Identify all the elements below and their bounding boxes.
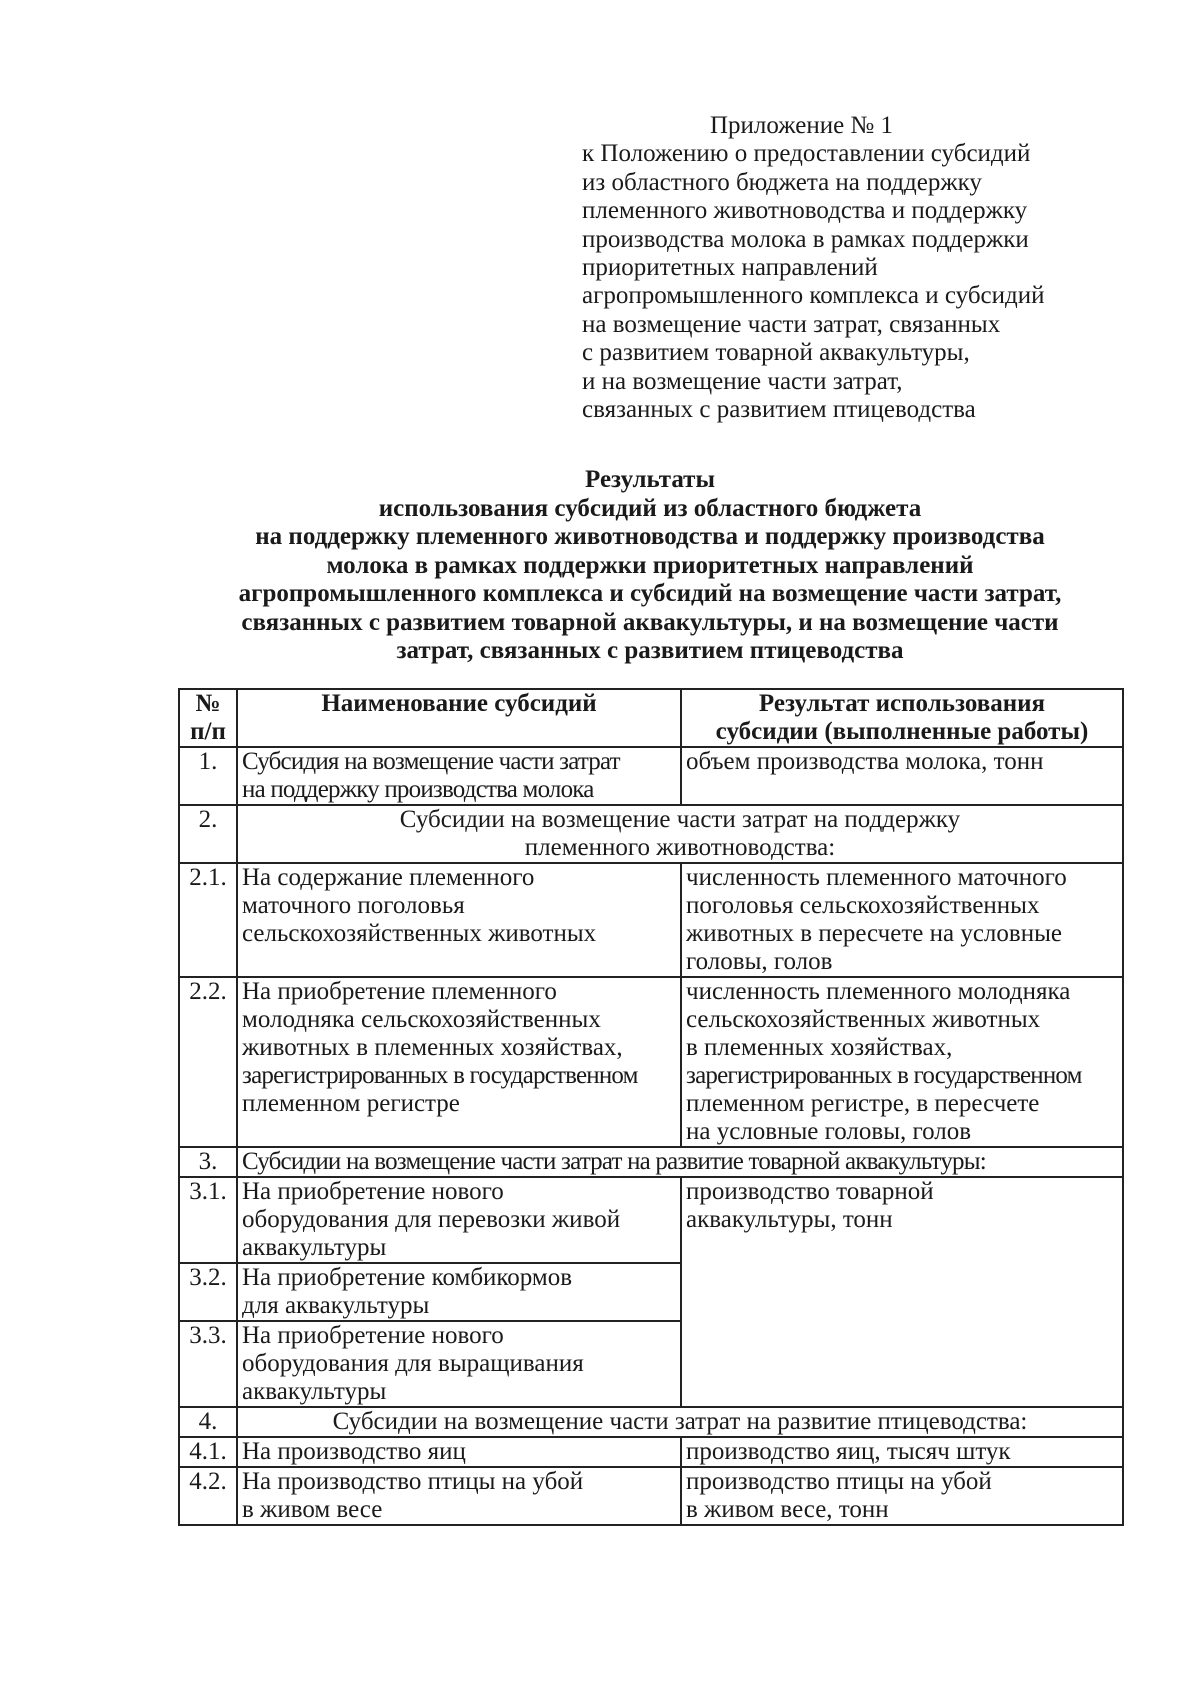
row-num: 4.1. <box>179 1437 237 1467</box>
row-result-line: производство товарной <box>686 1178 934 1205</box>
row-result-line: численность племенного маточного <box>686 864 1067 891</box>
row-num: 1. <box>179 747 237 805</box>
section-title-line: племенного животноводства: <box>524 834 836 861</box>
header-result-line: Результат использования <box>758 690 1046 717</box>
header-result <box>681 689 1123 747</box>
row-result <box>681 1177 1123 1407</box>
header-num-line: п/п <box>190 718 226 745</box>
row-num: 4. <box>179 1407 237 1437</box>
row-result-line: аквакультуры, тонн <box>686 1206 893 1233</box>
row-name-line: На производство яиц <box>242 1438 466 1465</box>
row-num: 3.3. <box>179 1321 237 1407</box>
row-name-line: племенном регистре <box>242 1090 460 1117</box>
appendix-line: и на возмещение части затрат, <box>582 367 903 395</box>
header-num <box>179 689 237 747</box>
appendix-line: племенного животноводства и поддержку <box>582 197 1028 225</box>
section-title-line: Субсидии на возмещение части затрат на развитие птицеводства: <box>332 1408 1028 1435</box>
heading-line: связанных с развитием товарной аквакультуры, и на возмещение части <box>241 608 1059 636</box>
row-result-line: в племенных хозяйствах, <box>686 1034 953 1061</box>
row-name <box>237 1321 681 1407</box>
row-num: 2.2. <box>179 977 237 1147</box>
row-result-line: в живом весе, тонн <box>686 1496 889 1523</box>
heading-line: агропромышленного комплекса и субсидий на возмещение части затрат, <box>238 580 1062 607</box>
heading-line: Результаты <box>585 466 715 493</box>
row-name-line: На приобретение племенного <box>242 978 557 1005</box>
heading-line: затрат, связанных с развитием птицеводства <box>396 637 904 664</box>
heading-line: молока в рамках поддержки приоритетных направлений <box>326 551 974 579</box>
row-name-line: молодняка сельскохозяйственных <box>242 1006 601 1033</box>
appendix-line: агропромышленного комплекса и субсидий <box>582 282 1045 310</box>
row-result-line: на условные головы, голов <box>686 1118 972 1145</box>
table-section-row <box>179 1407 1123 1437</box>
appendix-block <box>582 112 1142 424</box>
row-name-line: На содержание племенного <box>242 864 535 891</box>
section-title <box>237 1147 1123 1177</box>
row-result-line: поголовья сельскохозяйственных <box>686 892 1040 919</box>
row-result-line: головы, голов <box>686 948 833 975</box>
row-result-line: производство яиц, тысяч штук <box>686 1438 1011 1465</box>
row-result <box>681 1437 1123 1467</box>
header-result-line: субсидии (выполненные работы) <box>715 718 1089 745</box>
row-name-line: сельскохозяйственных животных <box>242 920 597 947</box>
row-result-line: зарегистрированных в государственном <box>686 1062 1082 1089</box>
table-row <box>179 977 1123 1147</box>
row-result-line: производство птицы на убой <box>686 1468 992 1495</box>
row-result-line: численность племенного молодняка <box>686 978 1071 1005</box>
row-name-line: оборудования для перевозки живой <box>242 1206 621 1233</box>
row-result <box>681 977 1123 1147</box>
row-num: 3. <box>179 1147 237 1177</box>
row-name <box>237 1467 681 1525</box>
row-name-line: На приобретение комбикормов <box>242 1264 573 1291</box>
header-name <box>237 689 681 747</box>
row-name-line: На приобретение нового <box>242 1178 504 1205</box>
row-result <box>681 1467 1123 1525</box>
row-num: 3.1. <box>179 1177 237 1263</box>
appendix-line: производства молока в рамках поддержки <box>582 225 1029 253</box>
row-name <box>237 863 681 977</box>
row-result <box>681 863 1123 977</box>
row-name-line: на поддержку производства молока <box>242 776 594 803</box>
row-name-line: маточного поголовья <box>242 892 465 919</box>
section-title <box>237 1407 1123 1437</box>
row-num: 3.2. <box>179 1263 237 1321</box>
table-section-row <box>179 1147 1123 1177</box>
table-header-row <box>179 689 1123 747</box>
table-row <box>179 1467 1123 1525</box>
table-row <box>179 1177 1123 1263</box>
row-name <box>237 1177 681 1263</box>
appendix-line: связанных с развитием птицеводства <box>582 396 976 424</box>
heading-line: использования субсидий из областного бюджета <box>378 494 922 522</box>
row-name <box>237 1263 681 1321</box>
section-title-line: Субсидии на возмещение части затрат на поддержку <box>399 806 961 833</box>
heading-line: на поддержку племенного животноводства и поддержку производства <box>255 523 1045 550</box>
row-name <box>237 1437 681 1467</box>
row-name-line: зарегистрированных в государственном <box>242 1062 638 1089</box>
table-row <box>179 747 1123 805</box>
row-name-line: для аквакультуры <box>242 1292 430 1319</box>
header-num-line: № <box>195 690 221 717</box>
appendix-line: из областного бюджета на поддержку <box>582 168 982 196</box>
appendix-line: приоритетных направлений <box>582 254 878 282</box>
row-name-line: Субсидия на возмещение части затрат <box>242 748 620 775</box>
row-name-line: в живом весе <box>242 1496 383 1523</box>
table-section-row <box>179 805 1123 863</box>
row-result-line: племенном регистре, в пересчете <box>686 1090 1040 1117</box>
appendix-line: к Положению о предоставлении субсидий <box>582 140 1031 168</box>
section-title-line: Субсидии на возмещение части затрат на развитие товарной аквакультуры: <box>242 1148 986 1175</box>
row-name-line: аквакультуры <box>242 1234 387 1261</box>
row-num: 4.2. <box>179 1467 237 1525</box>
row-name-line: На приобретение нового <box>242 1322 504 1349</box>
document-heading <box>150 466 1150 666</box>
section-title <box>237 805 1123 863</box>
row-result-line: объем производства молока, тонн <box>686 748 1044 775</box>
row-num: 2.1. <box>179 863 237 977</box>
header-name-text: Наименование субсидий <box>321 690 597 717</box>
appendix-line: на возмещение части затрат, связанных <box>582 310 1001 338</box>
row-result-line: животных в пересчете на условные <box>686 920 1062 947</box>
row-name <box>237 977 681 1147</box>
table-row <box>179 863 1123 977</box>
table-row <box>179 1437 1123 1467</box>
row-name-line: оборудования для выращивания <box>242 1350 584 1377</box>
row-name-line: животных в племенных хозяйствах, <box>242 1034 623 1061</box>
row-name <box>237 747 681 805</box>
row-result <box>681 747 1123 805</box>
row-name-line: аквакультуры <box>242 1378 387 1405</box>
row-num: 2. <box>179 805 237 863</box>
appendix-line: с развитием товарной аквакультуры, <box>582 339 970 367</box>
row-name-line: На производство птицы на убой <box>242 1468 584 1495</box>
results-table <box>178 688 1124 1526</box>
appendix-title: Приложение № 1 <box>710 112 894 139</box>
row-result-line: сельскохозяйственных животных <box>686 1006 1041 1033</box>
